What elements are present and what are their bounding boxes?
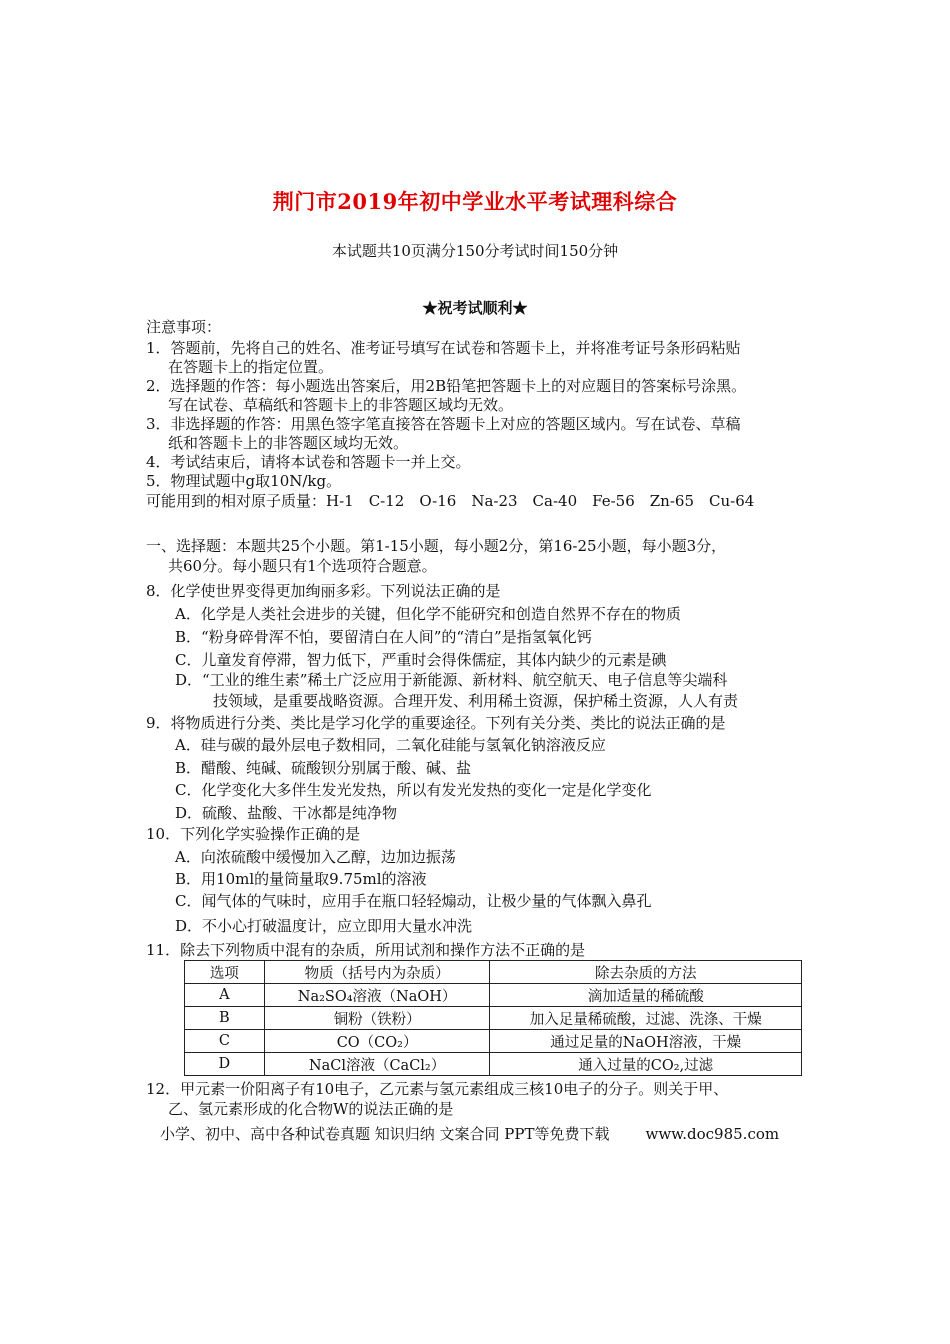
note-line: 纸和答题卡上的非答题区域均无效。 [168, 434, 409, 452]
table-cell: CO（CO₂） [264, 1030, 490, 1053]
table-cell: C [185, 1030, 265, 1053]
notes-heading: 注意事项： [146, 318, 222, 336]
table-cell: 滴加适量的稀硫酸 [490, 984, 802, 1007]
question-12-stem: 12．甲元素一价阳离子有10电子，乙元素与氢元素组成三核10电子的分子。则关于甲、 [146, 1080, 729, 1098]
table-header-cell: 选项 [185, 961, 265, 984]
section-heading: 一、选择题：本题共25个小题。第1-15小题，每小题2分，第16-25小题，每小题3分， [146, 537, 727, 555]
table-cell: A [185, 984, 265, 1007]
table-header-cell: 除去杂质的方法 [490, 961, 802, 984]
note-line: 5．物理试题中g取10N/kg。 [146, 472, 342, 490]
question-11-stem: 11．除去下列物质中混有的杂质，所用试剂和操作方法不正确的是 [146, 941, 586, 959]
question-8-stem: 8．化学使世界变得更加绚丽多彩。下列说法正确的是 [146, 582, 501, 600]
table-row [185, 1007, 802, 1030]
table-row [185, 984, 802, 1007]
table-cell: 通入过量的CO₂,过滤 [490, 1053, 802, 1076]
question-9-option-d: D．硫酸、盐酸、干冰都是纯净物 [175, 804, 398, 822]
question-12-stem-cont: 乙、氢元素形成的化合物W的说法正确的是 [168, 1100, 454, 1118]
page-footer [160, 1123, 779, 1144]
question-10-option-b: B．用10ml的量筒量取9.75ml的溶液 [175, 870, 427, 888]
table-cell: 铜粉（铁粉） [264, 1007, 490, 1030]
question-10-option-c: C．闻气体的气味时，应用手在瓶口轻轻煽动，让极少量的气体飘入鼻孔 [175, 892, 652, 910]
table-row [185, 1053, 802, 1076]
footer-text: 小学、初中、高中各种试卷真题 知识归纳 文案合同 PPT等免费下载 [160, 1125, 610, 1143]
table-cell: NaCl溶液（CaCl₂） [264, 1053, 490, 1076]
note-line: 4．考试结束后，请将本试卷和答题卡一并上交。 [146, 453, 471, 471]
table-header-cell: 物质（括号内为杂质） [264, 961, 490, 984]
question-8-option-d-cont: 技领域，是重要战略资源。合理开发、利用稀土资源，保护稀土资源，人人有责 [213, 692, 739, 710]
note-line: 3．非选择题的作答：用黑色签字笔直接答在答题卡上对应的答题区域内。写在试卷、草稿 [146, 415, 741, 433]
purification-table [184, 960, 802, 1076]
footer-site-link[interactable]: www.doc985.com [645, 1125, 780, 1143]
table-cell: Na₂SO₄溶液（NaOH） [264, 984, 490, 1007]
note-line: 1．答题前，先将自己的姓名、准考证号填写在试卷和答题卡上，并将准考证号条形码粘贴 [146, 339, 741, 357]
question-8-option-d: D．“工业的维生素”稀土广泛应用于新能源、新材料、航空航天、电子信息等尖端科 [175, 671, 728, 689]
note-line: 在答题卡上的指定位置。 [168, 358, 334, 376]
question-9-option-b: B．醋酸、纯碱、硫酸钡分别属于酸、碱、盐 [175, 759, 472, 777]
atomic-masses: 可能用到的相对原子质量：H-1 C-12 O-16 Na-23 Ca-40 Fe-56 Zn-65 Cu-64 [146, 492, 755, 510]
table-cell: 通过足量的NaOH溶液，干燥 [490, 1030, 802, 1053]
exam-title: 荆门市2019年初中学业水平考试理科综合 [272, 189, 678, 214]
question-10-option-d: D．不小心打破温度计，应立即用大量水冲洗 [175, 917, 473, 935]
exam-wish: ★祝考试顺利★ [422, 299, 528, 317]
question-10-option-a: A．向浓硫酸中缓慢加入乙醇，边加边振荡 [175, 848, 456, 866]
exam-subtitle: 本试题共10页满分150分考试时间150分钟 [331, 242, 619, 260]
section-heading-cont: 共60分。每小题只有1个选项符合题意。 [168, 557, 437, 575]
note-line: 写在试卷、草稿纸和答题卡上的非答题区域均无效。 [168, 396, 514, 414]
table-row [185, 1030, 802, 1053]
question-8-option-b: B．“粉身碎骨浑不怕，要留清白在人间”的“清白”是指氢氧化钙 [175, 628, 592, 646]
question-9-stem: 9．将物质进行分类、类比是学习化学的重要途径。下列有关分类、类比的说法正确的是 [146, 714, 726, 732]
question-9-option-c: C．化学变化大多伴生发光发热，所以有发光发热的变化一定是化学变化 [175, 781, 652, 799]
question-9-option-a: A．硅与碳的最外层电子数相同，二氧化硅能与氢氧化钠溶液反应 [175, 736, 606, 754]
question-8-option-a: A．化学是人类社会进步的关键，但化学不能研究和创造自然界不存在的物质 [175, 605, 681, 623]
question-8-option-c: C．儿童发育停滞，智力低下，严重时会得侏儒症，其体内缺少的元素是碘 [175, 651, 667, 669]
table-header-row [185, 961, 802, 984]
table-cell: D [185, 1053, 265, 1076]
table-cell: 加入足量稀硫酸，过滤、洗涤、干燥 [490, 1007, 802, 1030]
table-cell: B [185, 1007, 265, 1030]
question-10-stem: 10．下列化学实验操作正确的是 [146, 825, 361, 843]
note-line: 2．选择题的作答：每小题选出答案后，用2B铅笔把答题卡上的对应题目的答案标号涂黑。 [146, 377, 747, 395]
